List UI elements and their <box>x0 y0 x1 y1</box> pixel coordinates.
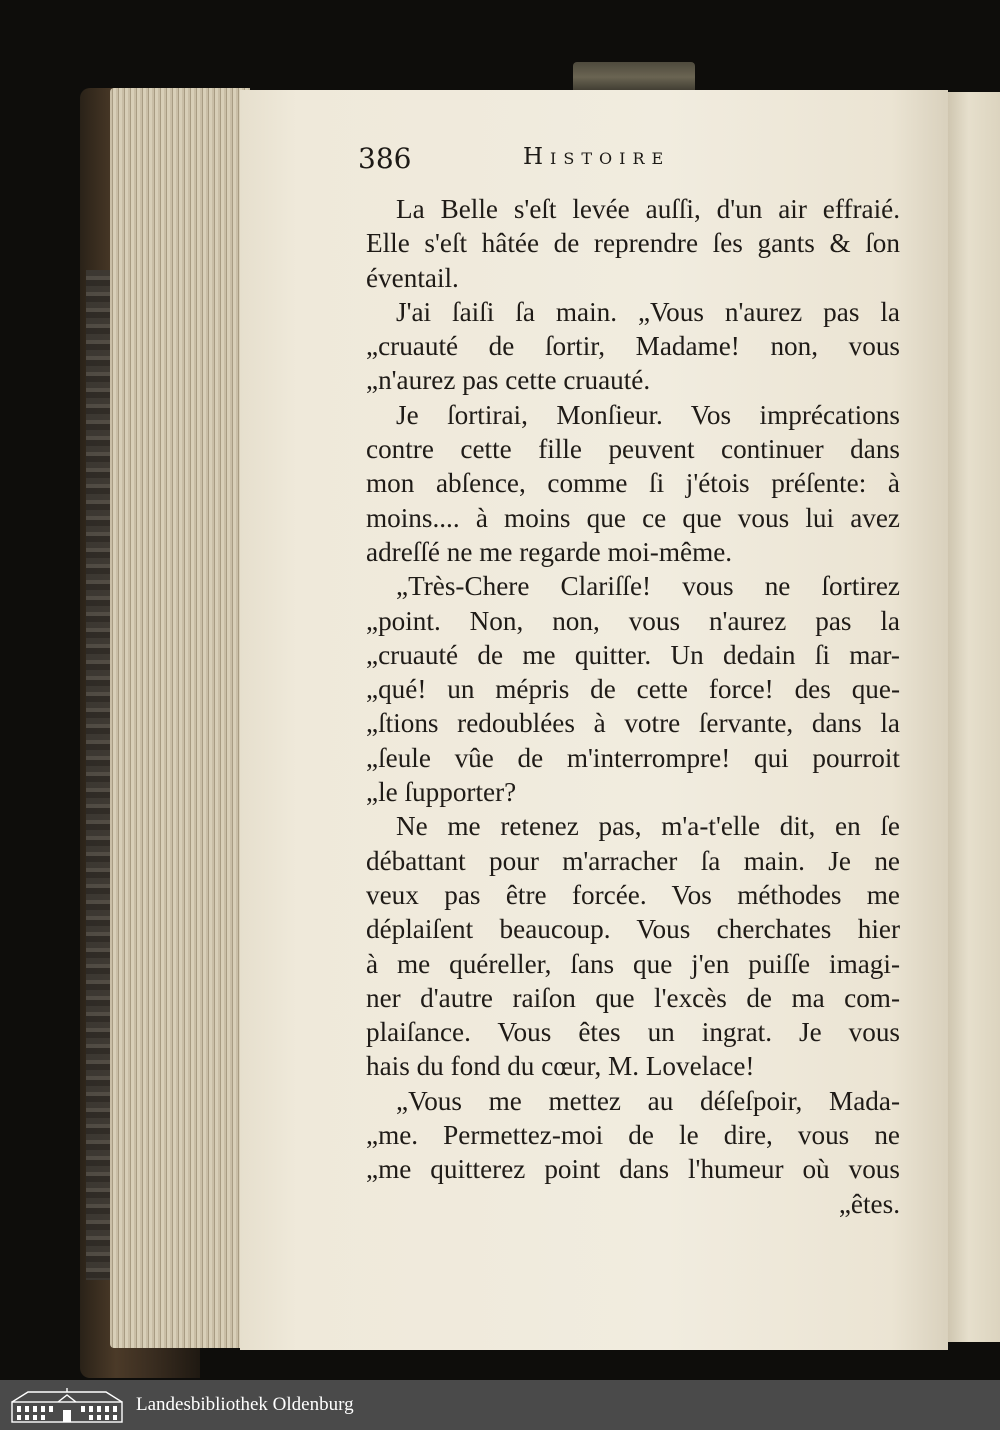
text-line: J'ai ſaiſi ſa main. „Vous n'aurez pas la <box>396 296 900 327</box>
text-line: „cruauté de ſortir, Madame! non, vous <box>366 331 900 362</box>
page-number: 386 <box>358 142 412 175</box>
text-line: à me quéreller, ſans que j'en puiſſe imagi- <box>366 948 900 979</box>
library-building-icon <box>6 1385 128 1425</box>
page-body-text <box>366 192 900 1221</box>
text-line: La Belle s'eſt levée auſſi, d'un air effraié. <box>396 194 900 224</box>
text-line: „cruauté de me quitter. Un dedain ſi mar- <box>366 639 900 670</box>
text-line: déplaiſent beaucoup. Vous cherchates hier <box>366 914 900 945</box>
text-line: „êtes. <box>838 1188 900 1219</box>
text-line: „qué! un mépris de cette force! des que- <box>366 674 900 705</box>
text-line: ner d'autre raiſon que l'excès de ma com- <box>366 982 900 1013</box>
text-line: moins.... à moins que ce que vous lui avez <box>366 502 900 533</box>
text-line: Ne me retenez pas, m'a-t'elle dit, en ſe <box>396 811 900 842</box>
text-line: mon abſence, comme ſi j'étois préſente: à <box>366 468 900 499</box>
text-line: „le ſupporter? <box>366 777 517 808</box>
page-edges <box>110 88 250 1348</box>
running-title: Histoire <box>523 144 671 170</box>
text-line: hais du fond du cœur, M. Lovelace! <box>366 1051 755 1082</box>
facing-page-edge <box>948 92 1000 1342</box>
text-line: Elle s'eſt hâtée de reprendre ſes gants & ſon <box>366 228 900 259</box>
text-line: veux pas être forcée. Vos méthodes me <box>366 879 900 910</box>
text-line: plaiſance. Vous êtes un ingrat. Je vous <box>366 1017 900 1048</box>
text-line: adreſſé ne me regarde moi-même. <box>366 536 733 567</box>
text-line: „point. Non, non, vous n'aurez pas la <box>366 605 900 636</box>
page-header <box>358 138 918 178</box>
book-clasp <box>573 62 695 92</box>
text-line: „me quitterez point dans l'humeur où vous <box>366 1154 900 1185</box>
text-line: „ſeule vûe de m'interrompre! qui pourroit <box>366 742 900 773</box>
text-line: contre cette fille peuvent continuer dans <box>366 434 900 465</box>
text-line: „ſtions redoublées à votre ſervante, dans la <box>366 708 900 739</box>
text-line: „Très-Chere Clariſſe! vous ne ſortirez <box>396 571 900 602</box>
text-line: éventail. <box>366 262 459 293</box>
text-line: débattant pour m'arracher ſa main. Je ne <box>366 845 900 876</box>
text-line: „Vous me mettez au déſeſpoir, Mada- <box>396 1085 900 1116</box>
footer-banner <box>0 1380 1000 1430</box>
marbled-cover-edge <box>86 270 112 1280</box>
text-line: „n'aurez pas cette cruauté. <box>366 365 651 396</box>
text-line: Je ſortirai, Monſieur. Vos imprécations <box>396 399 900 430</box>
text-line: „me. Permettez-moi de le dire, vous ne <box>366 1120 900 1151</box>
library-name: Landesbibliothek Oldenburg <box>136 1394 354 1415</box>
